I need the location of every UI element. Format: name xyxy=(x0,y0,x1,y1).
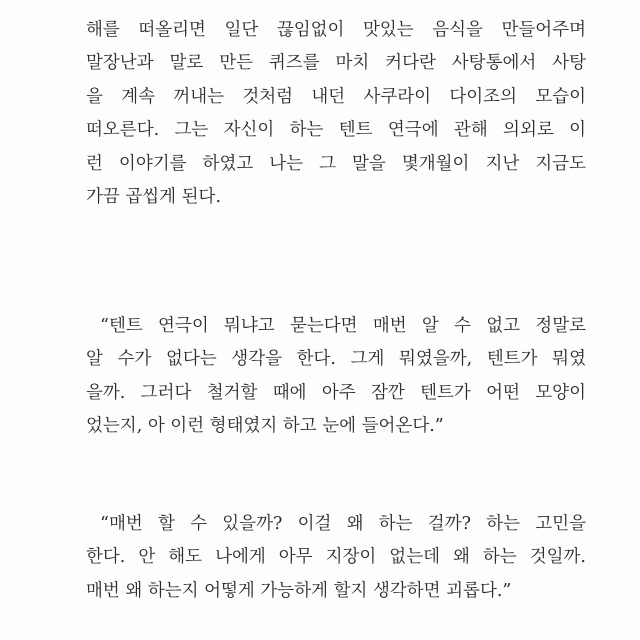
text-line: 알 수가 없다는 생각을 한다. 그게 뭐였을까, 텐트가 뭐였 xyxy=(86,349,586,370)
paragraph-1 xyxy=(86,14,586,214)
text-line: 해를 떠올리면 일단 끊임없이 맛있는 음식을 만들어주며 xyxy=(86,20,586,40)
text-line: 런 이야기를 하였고 나는 그 말을 몇개월이 지난 지금도 xyxy=(86,153,586,174)
text-line: 매번 왜 하는지 어떻게 가능하게 할지 생각하면 괴롭다.” xyxy=(86,580,512,601)
text-line: 었는지, 아 이런 형태였지 하고 눈에 들어온다.” xyxy=(86,416,444,437)
text-line: 가끔 곱씹게 된다. xyxy=(86,187,222,208)
text-line: 을까. 그러다 철거할 때에 아주 잠깐 텐트가 어떤 모양이 xyxy=(86,382,586,403)
quote-paragraph-1 xyxy=(86,310,586,444)
text-line: 한다. 안 해도 나에게 아무 지장이 없는데 왜 하는 것일까. xyxy=(86,547,586,568)
text-line: “텐트 연극이 뭐냐고 묻는다면 매번 알 수 없고 정말로 xyxy=(100,316,586,336)
text-line: 말장난과 말로 만든 퀴즈를 마치 커다란 사탕통에서 사탕 xyxy=(86,53,586,74)
text-line: “매번 할 수 있을까? 이걸 왜 하는 걸까? 하는 고민을 xyxy=(100,514,586,534)
quote-paragraph-2 xyxy=(86,508,586,608)
text-line: 을 계속 꺼내는 것처럼 내던 사쿠라이 다이조의 모습이 xyxy=(86,86,586,107)
text-line: 떠오른다. 그는 자신이 하는 텐트 연극에 관해 의외로 이 xyxy=(86,120,586,141)
